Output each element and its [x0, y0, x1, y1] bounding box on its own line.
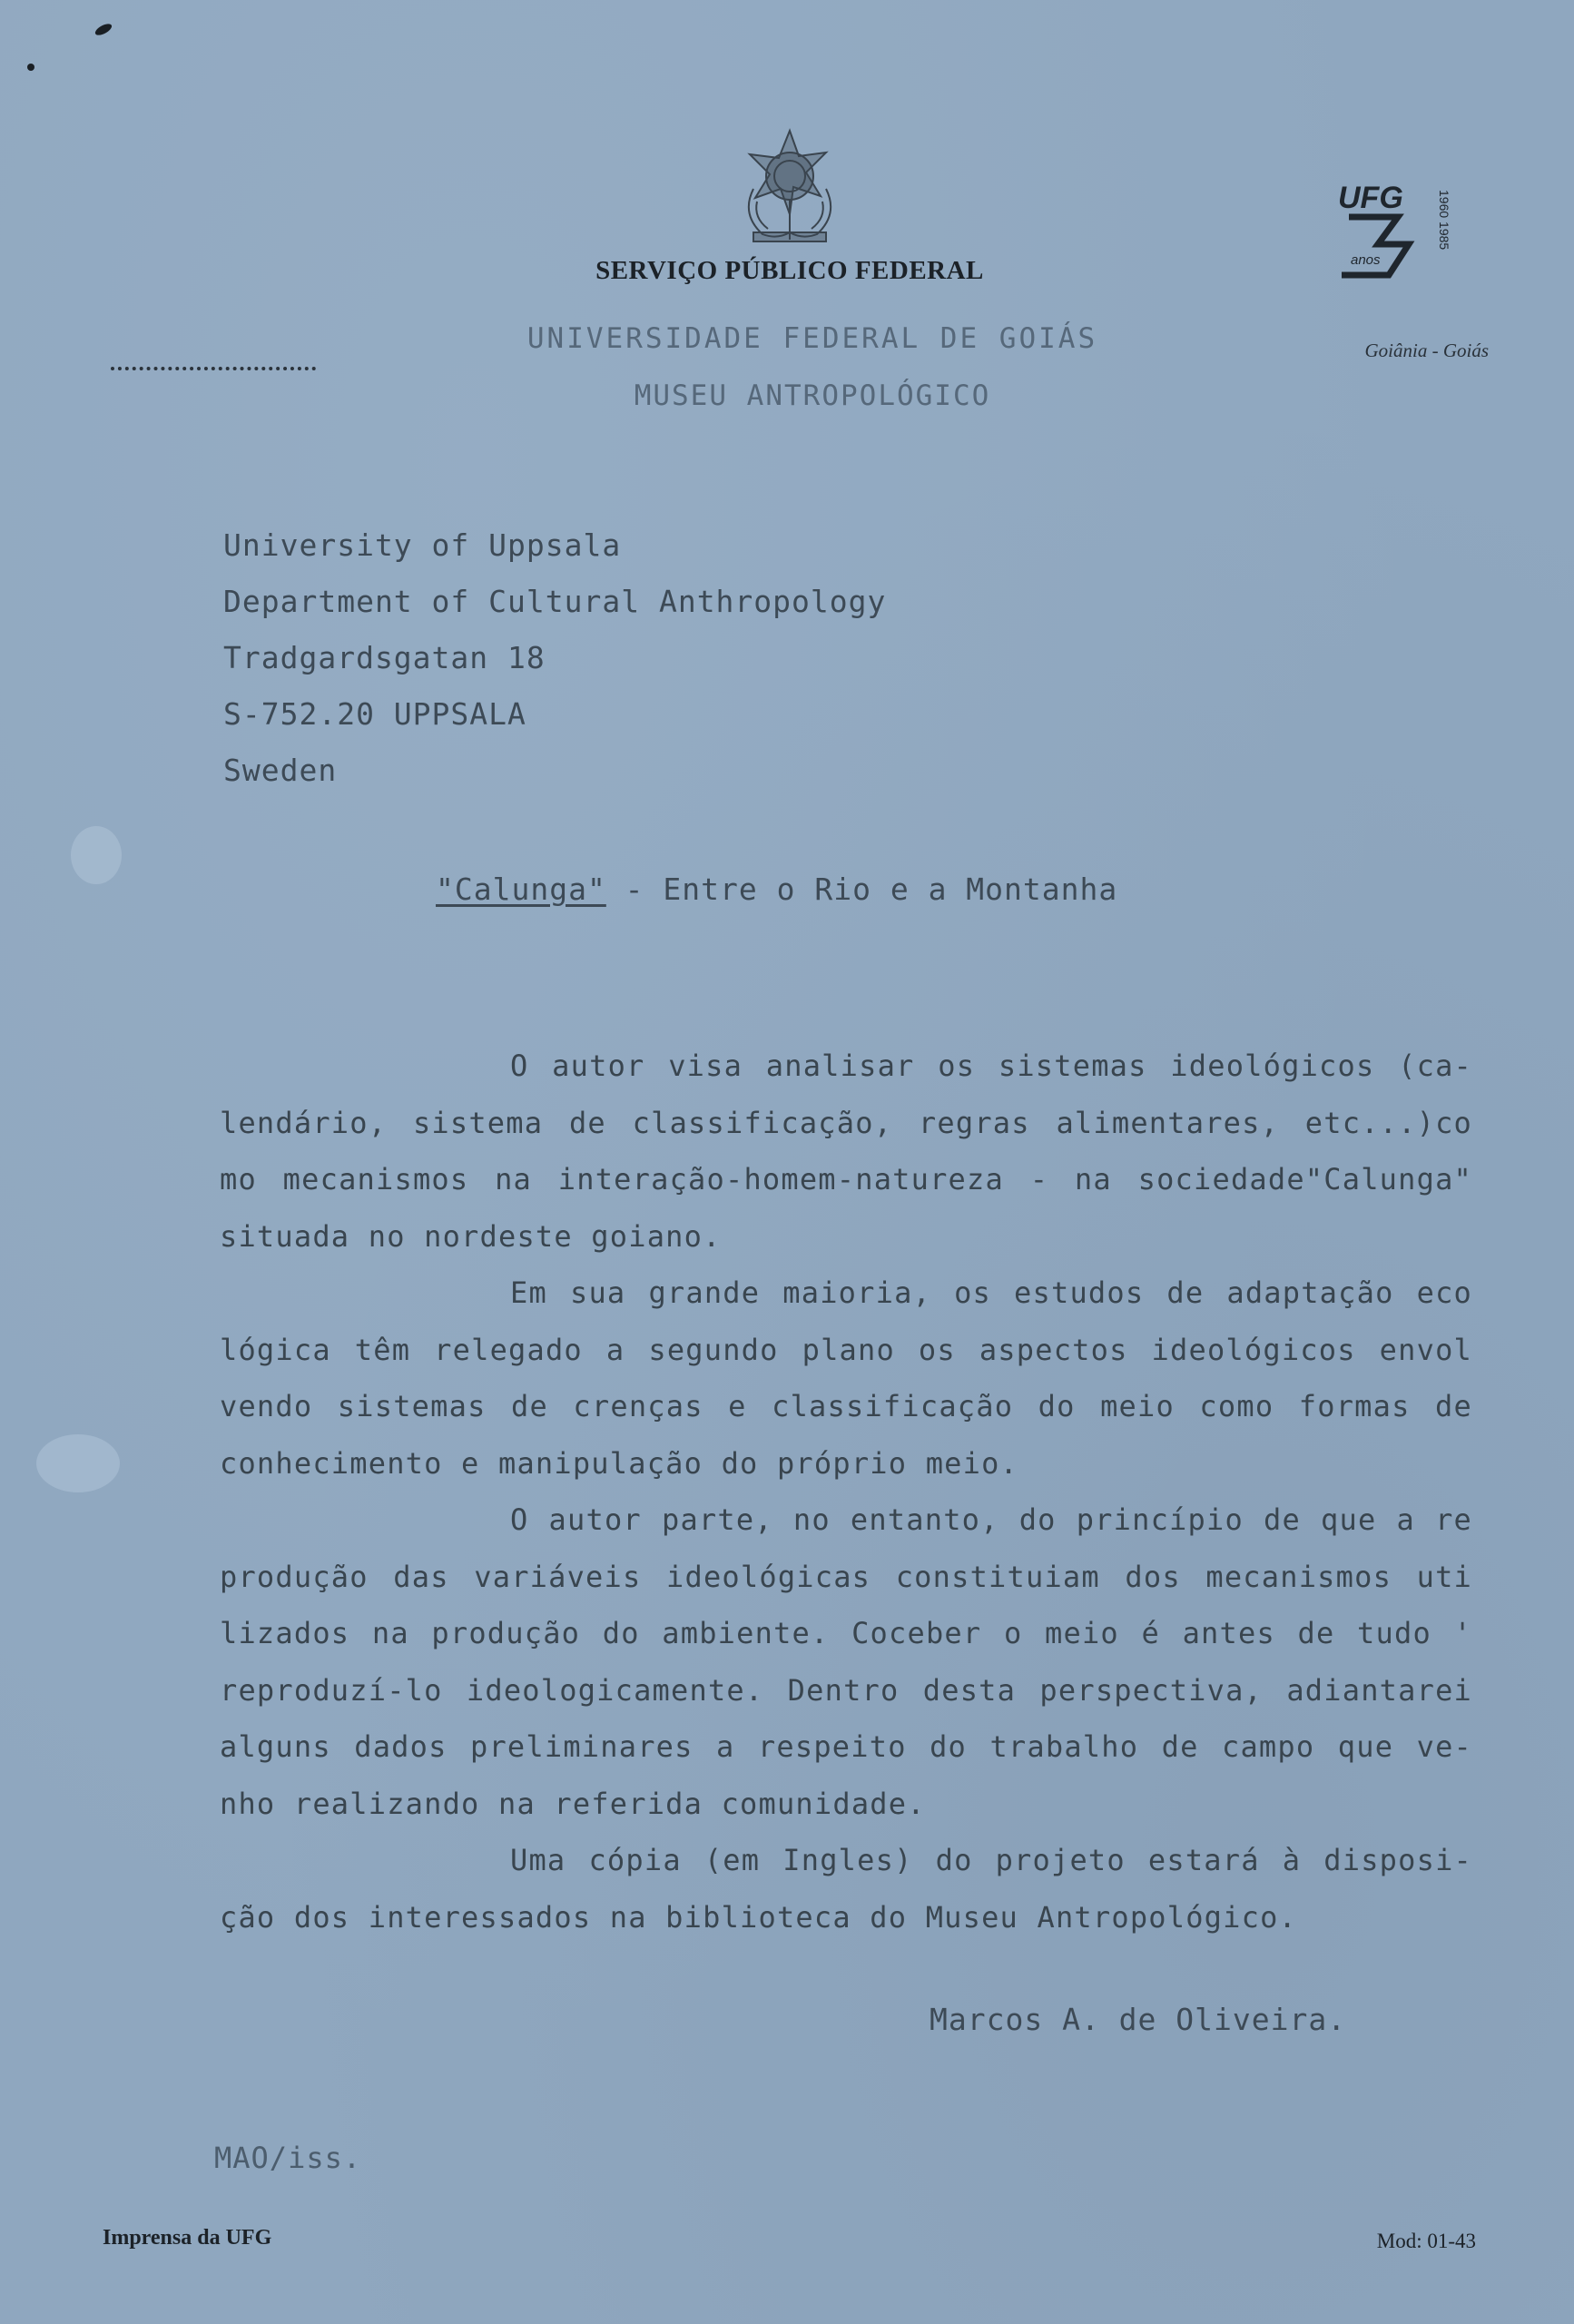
ufg-logo-icon — [1325, 177, 1461, 286]
subject-rest: - Entre o Rio e a Montanha — [605, 872, 1118, 907]
body-line: lendário, sistema de classificação, regras alimentares, etc...)co — [220, 1105, 1472, 1140]
body-line: alguns dados preliminares a respeito do trabalho de campo que ve- — [220, 1729, 1472, 1764]
body-line: Em sua grande maioria, os estudos de adaptação eco — [510, 1275, 1472, 1310]
address-line: Tradgardsgatan 18 — [223, 640, 546, 675]
ink-speck — [93, 22, 113, 37]
body-line: lógica têm relegado a segundo plano os aspectos ideológicos envol — [220, 1332, 1472, 1367]
ink-speck — [27, 64, 34, 71]
punch-hole — [71, 826, 122, 884]
department-name: MUSEU ANTROPOLÓGICO — [634, 379, 991, 412]
footer-printer: Imprensa da UFG — [103, 2226, 272, 2250]
brazil-coat-of-arms-icon — [726, 125, 853, 252]
body-line: O autor parte, no entanto, do princípio de que a re — [510, 1502, 1472, 1537]
address-line: S-752.20 UPPSALA — [223, 696, 526, 732]
body-line: O autor visa analisar os sistemas ideológicos (ca- — [510, 1049, 1472, 1083]
ufg-logo-brand: UFG — [1338, 181, 1403, 215]
ufg-logo-label: anos — [1351, 252, 1381, 268]
signature: Marcos A. de Oliveira. — [930, 2002, 1347, 2037]
punch-hole — [36, 1434, 120, 1492]
body-line: conhecimento e manipulação do próprio meio. — [220, 1445, 1019, 1481]
recipient-address — [223, 527, 886, 808]
body-line: ção dos interessados na biblioteca do Museu Antropológico. — [220, 1899, 1298, 1935]
header-title: SERVIÇO PÚBLICO FEDERAL — [595, 256, 984, 285]
body-line: nho realizando na referida comunidade. — [220, 1786, 926, 1821]
body-line: produção das variáveis ideológicas constituiam dos mecanismos uti — [220, 1559, 1472, 1594]
letter-body — [220, 1038, 1472, 1945]
address-line: University of Uppsala — [223, 527, 622, 563]
ufg-logo-years: 1960 1985 — [1437, 190, 1451, 251]
body-line: situada no nordeste goiano. — [220, 1218, 722, 1254]
subject-line — [436, 872, 1117, 907]
typist-initials: MAO/iss. — [214, 2141, 362, 2175]
institution-name: UNIVERSIDADE FEDERAL DE GOIÁS — [526, 322, 1098, 355]
body-line: reproduzí-lo ideologicamente. Dentro desta perspectiva, adiantarei — [220, 1672, 1472, 1708]
body-line: vendo sistemas de crenças e classificação do meio como formas de — [220, 1389, 1472, 1423]
location: Goiânia - Goiás — [1364, 340, 1489, 361]
body-line: lizados na produção do ambiente. Coceber o meio é antes de tudo ' — [220, 1616, 1472, 1650]
reference-line — [111, 367, 316, 370]
body-line: mo mecanismos na interação-homem-natureza - na sociedade"Calunga" — [220, 1162, 1472, 1196]
body-line: Uma cópia (em Ingles) do projeto estará à disposi- — [510, 1843, 1472, 1877]
footer-model: Mod: 01-43 — [1376, 2230, 1476, 2252]
address-line: Department of Cultural Anthropology — [223, 584, 887, 619]
subject-quoted: "Calunga" — [436, 872, 606, 907]
address-line: Sweden — [223, 753, 338, 788]
